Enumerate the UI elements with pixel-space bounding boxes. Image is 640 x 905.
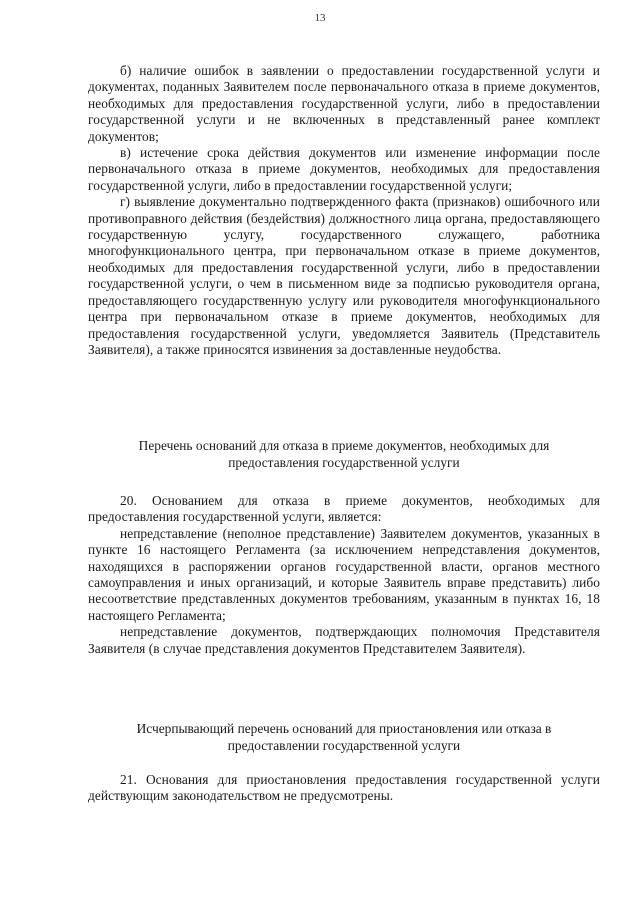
clause-21 bbox=[88, 772, 600, 805]
clause-20-intro: 20. Основанием для отказа в приеме документов, необходимых для предоставления государственной услуги, является: bbox=[88, 493, 600, 525]
clause-20-item-1: непредставление (неполное представление) Заявителем документов, указанных в пункте 16 настоящего Регламента (за исключением непредставления документов, находящихся в распоряжении органов государственной власти, органов местного самоуправления и иных организаций, и которые Заявитель вправе представить) либо несоответствие представленных документов требованиям, указанным в пунктах 16, 18 настоящего Регламента; bbox=[88, 525, 600, 623]
clause-20-item-2: непредставление документов, подтверждающих полномочия Представителя Заявителя (в случае представления документов Представителем Заявителя). bbox=[88, 624, 600, 656]
heading-text: Исчерпывающий перечень оснований для приостановления или отказа в предоставлении государственной услуги bbox=[136, 721, 552, 753]
page-number: 13 bbox=[314, 12, 326, 24]
section-heading-suspension bbox=[88, 720, 600, 754]
paragraph-group-b-v-g bbox=[88, 63, 600, 358]
paragraph-b: б) наличие ошибок в заявлении о предоставлении государственной услуги и документах, поданных Заявителем после первоначального отказа в приеме документов, необходимых для предоставления государственной услуги, либо в предоставлении государственной услуги и не включенных в представленный ранее комплект документов; bbox=[88, 63, 600, 144]
clause-21-text: 21. Основания для приостановления предоставления государственной услуги действующим законодательством не предусмотрены. bbox=[88, 772, 600, 804]
paragraph-v: в) истечение срока действия документов или изменение информации после первоначального отказа в приеме документов, необходимых для предоставления государственной услуги, либо в предоставлении государственной услуги; bbox=[88, 145, 600, 193]
heading-text: Перечень оснований для отказа в приеме документов, необходимых для предоставления государственной услуги bbox=[138, 438, 550, 470]
clause-20 bbox=[88, 493, 600, 657]
paragraph-g: г) выявление документально подтвержденного факта (признаков) ошибочного или противоправного действия (бездействия) должностного лица органа, предоставляющего государственную услугу, государственного служащего, работника многофункционального центра, при первоначальном отказе в приеме документов, необходимых для предоставления государственной услуги, либо в предоставлении государственной услуги, о чем в письменном виде за подписью руководителя органа, предоставляющего государственную услугу или руководителя многофункционального центра при первоначальном отказе в приеме документов, необходимых для предоставления государственной услуги, уведомляется Заявитель (Представитель Заявителя), а также приносятся извинения за доставленные неудобства. bbox=[88, 194, 600, 357]
section-heading-refusal-reasons bbox=[88, 437, 600, 471]
